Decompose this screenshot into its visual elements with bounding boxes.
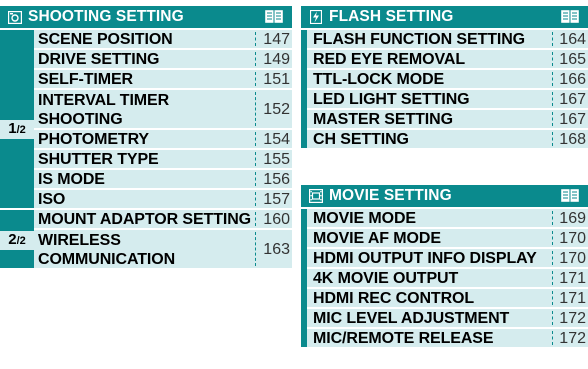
dotted-divider <box>552 231 553 245</box>
dotted-divider <box>255 212 256 226</box>
page-indicator: 2/2 <box>0 231 34 250</box>
page-number: 170 <box>559 249 586 267</box>
menu-item-label <box>38 231 175 269</box>
page-number: 172 <box>559 309 586 327</box>
flash-icon <box>309 10 323 24</box>
flash-menu-item[interactable] <box>301 70 588 88</box>
dotted-divider <box>255 52 256 66</box>
shooting-menu-item[interactable] <box>0 70 292 88</box>
flash-setting-title: FLASH SETTING <box>329 8 454 25</box>
flash-setting-section <box>301 6 588 176</box>
dotted-divider <box>255 232 256 266</box>
shooting-menu-item[interactable] <box>0 190 292 208</box>
movie-menu-item[interactable] <box>301 329 588 347</box>
menu-item-label: MASTER SETTING <box>313 110 453 128</box>
book-icon <box>264 9 284 24</box>
dotted-divider <box>552 92 553 106</box>
shooting-menu-item[interactable] <box>0 170 292 188</box>
dotted-divider <box>552 72 553 86</box>
shooting-menu-item[interactable] <box>0 210 292 228</box>
flash-menu-item[interactable] <box>301 110 588 128</box>
shooting-setting-title: SHOOTING SETTING <box>28 8 184 25</box>
dotted-divider <box>255 152 256 166</box>
shooting-setting-section <box>0 6 292 306</box>
menu-item-label: MIC/REMOTE RELEASE <box>313 329 494 347</box>
menu-item-label: DRIVE SETTING <box>38 50 160 68</box>
menu-item-label: SHUTTER TYPE <box>38 150 159 168</box>
page-number: 149 <box>263 50 290 68</box>
menu-item-label: HDMI OUTPUT INFO DISPLAY <box>313 249 537 267</box>
page-number: 169 <box>559 209 586 227</box>
dotted-divider <box>552 211 553 225</box>
menu-item-label: MOVIE MODE <box>313 209 417 227</box>
page-number: 168 <box>559 130 586 148</box>
dotted-divider <box>255 172 256 186</box>
menu-item-label: SCENE POSITION <box>38 30 173 48</box>
shooting-menu-item[interactable] <box>0 50 292 68</box>
movie-icon <box>309 189 323 203</box>
page-number: 151 <box>263 70 290 88</box>
menu-item-label-line: COMMUNICATION <box>38 251 176 268</box>
movie-menu-item[interactable] <box>301 249 588 267</box>
flash-menu-item[interactable] <box>301 50 588 68</box>
menu-item-label-line: WIRELESS <box>38 232 121 249</box>
dotted-divider <box>255 32 256 46</box>
book-icon <box>560 9 580 24</box>
movie-setting-section <box>301 185 588 369</box>
dotted-divider <box>552 311 553 325</box>
page-number: 172 <box>559 329 586 347</box>
menu-item-label: MIC LEVEL ADJUSTMENT <box>313 309 510 327</box>
menu-item-label: MOUNT ADAPTOR SETTING <box>38 210 252 228</box>
page-number: 155 <box>263 150 290 168</box>
page-number: 164 <box>559 30 586 48</box>
flash-setting-header <box>301 6 588 28</box>
section-side-rule <box>301 30 307 148</box>
page-indicator: 1/2 <box>0 120 34 139</box>
shooting-menu-item[interactable] <box>0 130 292 148</box>
menu-item-label: RED EYE REMOVAL <box>313 50 466 68</box>
dotted-divider <box>552 112 553 126</box>
menu-item-label <box>38 91 169 129</box>
menu-item-label: MOVIE AF MODE <box>313 229 441 247</box>
page-number: 167 <box>559 110 586 128</box>
dotted-divider <box>255 92 256 126</box>
menu-item-label: IS MODE <box>38 170 105 188</box>
section-side-rule <box>301 209 307 347</box>
dotted-divider <box>255 72 256 86</box>
dotted-divider <box>552 52 553 66</box>
dotted-divider <box>552 271 553 285</box>
menu-item-label-line: SHOOTING <box>38 111 123 128</box>
page-number: 147 <box>263 30 290 48</box>
movie-menu-item[interactable] <box>301 309 588 327</box>
shooting-setting-header <box>0 6 292 28</box>
page-number: 157 <box>263 190 290 208</box>
shooting-menu-item[interactable] <box>0 90 292 128</box>
page-number: 165 <box>559 50 586 68</box>
dotted-divider <box>552 251 553 265</box>
page-number: 152 <box>263 100 290 118</box>
camera-icon <box>8 10 22 24</box>
shooting-menu-item[interactable] <box>0 150 292 168</box>
dotted-divider <box>255 192 256 206</box>
page-number: 171 <box>559 269 586 287</box>
movie-menu-item[interactable] <box>301 289 588 307</box>
movie-setting-title: MOVIE SETTING <box>329 187 452 204</box>
dotted-divider <box>552 32 553 46</box>
page-number: 166 <box>559 70 586 88</box>
menu-item-label-line: INTERVAL TIMER <box>38 92 170 109</box>
page-number: 154 <box>263 130 290 148</box>
page-number: 171 <box>559 289 586 307</box>
movie-setting-header <box>301 185 588 207</box>
dotted-divider <box>552 291 553 305</box>
menu-item-label: ISO <box>38 190 66 208</box>
menu-item-label: FLASH FUNCTION SETTING <box>313 30 526 48</box>
movie-menu-item[interactable] <box>301 209 588 227</box>
dotted-divider <box>255 132 256 146</box>
page-number: 163 <box>263 240 290 258</box>
dotted-divider <box>552 331 553 345</box>
menu-item-label: HDMI REC CONTROL <box>313 289 475 307</box>
shooting-menu-item[interactable] <box>0 230 292 268</box>
movie-menu-item[interactable] <box>301 229 588 247</box>
page-number: 160 <box>263 210 290 228</box>
movie-menu-item[interactable] <box>301 269 588 287</box>
menu-item-label: 4K MOVIE OUTPUT <box>313 269 459 287</box>
menu-item-label: CH SETTING <box>313 130 409 148</box>
dotted-divider <box>552 132 553 146</box>
page-group-bar <box>0 30 34 208</box>
book-icon <box>560 188 580 203</box>
menu-item-label: SELF-TIMER <box>38 70 133 88</box>
flash-menu-item[interactable] <box>301 130 588 148</box>
menu-item-label: LED LIGHT SETTING <box>313 90 470 108</box>
menu-item-label: PHOTOMETRY <box>38 130 150 148</box>
menu-item-label: TTL-LOCK MODE <box>313 70 445 88</box>
page-number: 170 <box>559 229 586 247</box>
shooting-menu-item[interactable] <box>0 30 292 48</box>
page-number: 167 <box>559 90 586 108</box>
flash-menu-item[interactable] <box>301 30 588 48</box>
page-number: 156 <box>263 170 290 188</box>
flash-menu-item[interactable] <box>301 90 588 108</box>
